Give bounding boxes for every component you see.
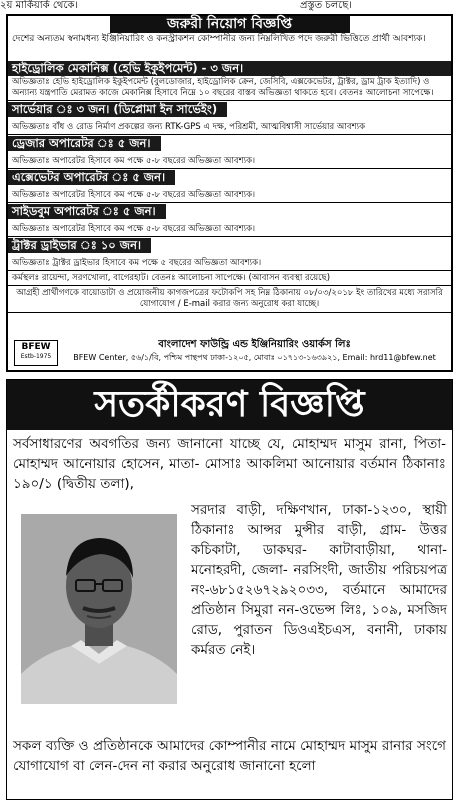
- position-detail: অভিজ্ঞতাঃ ট্রাক্টর ড্রাইভার হিসাবে কম পক্ষে ৫ বছরের অভিজ্ঞতা আবশ্যক।: [8, 257, 451, 271]
- previous-ad-text-left: ২য় মার্কিয়ার্ক থেকে।: [0, 0, 78, 11]
- notice-paragraph-address: সরদার বাড়ী, দক্ষিণখান, ঢাকা-১২৩০, স্থায়ী ঠিকানাঃ আন্সর মুন্সীর বাড়ী, গ্রাম- উত্তর কচিকাটা, ডাকঘর- কাটাবাড়ীয়া, থানা- মনোহরদী, জেলা- নরসিংদী, জাতীয় পরিচয়পত্র নং-৬৮১৫২৬৭২৯২০৩৩, বর্তমানে আমাদের প্রতিষ্ঠান সিমুরা নন-ওভেন্স লিঃ, ১০৯, মসজিদ রোড, পুরাতন ডিওএইচএস, বনানী, ঢাকায় কর্মরত নেই।: [191, 502, 447, 658]
- notice-paragraph-intro: সর্বসাধারণের অবগতির জন্য জানানো যাচ্ছে যে, মোহাম্মদ মাসুম রানা, পিতা- মোহাম্মদ আনোয়ার হোসেন, মাতা- মোসাঃ আকলিমা আনোয়ার বর্তমান ঠিকানাঃ ১৯০/১ (দ্বিতীয় তলা),: [13, 436, 446, 492]
- position-title: সার্ভেয়ার ঃ ৩ জন। (ডিপ্লোমা ইন সার্ভেইং): [8, 102, 227, 117]
- position-title: ড্রেজার অপারেটর ঃ ৫ জন।: [8, 136, 161, 151]
- job-ad-footer: [8, 336, 451, 370]
- position-detail: অভিজ্ঞতাঃ অপারেটর হিসাবে কম পক্ষে ৫-৮ বছরের অভিজ্ঞতা আবশ্যক।: [8, 189, 451, 203]
- position-title: সাইডবুম অপারেটর ঃ ৫ জন।: [8, 204, 166, 219]
- position-hydraulic-mechanic: [8, 61, 451, 101]
- logo-text: BFEW: [21, 342, 51, 352]
- position-tractor-driver: [8, 237, 451, 271]
- position-title: হাইড্রোলিক মেকানিক্স (হেভি ইকুইপমেন্ট) - ৩ জন।: [8, 61, 451, 76]
- caution-notice: [6, 379, 453, 800]
- job-advertisement: [6, 14, 453, 372]
- position-title: এক্সেভেটর অপারেটর ঃ ৫ জন।: [8, 170, 175, 185]
- position-detail: অভিজ্ঞতাঃ হেভি হাইড্রোলিক ইকুইপমেন্ট (বুলডোজার, হাইড্রোলিক ক্রেন, জেসিবি, এক্সকেভেটর, ট্রাক্টর, ড্রাম ট্রাক ইত্যাদি) ও অন্যান্য যন্ত্রপাতি মেরামত কাজে মেকানিক্স হিসাবে নিম্নে ১০ বছরের বাস্তব অভিজ্ঞতা থাকতে হবে। বেতনঃ আলোচনা সাপেক্ষে।: [8, 76, 451, 101]
- position-surveyor: [8, 101, 451, 135]
- company-logo: [14, 340, 58, 366]
- notice-title: সতর্কীকরণ বিজ্ঞপ্তি: [94, 384, 365, 425]
- job-ad-intro: দেশের অন্যতম স্বনামধন্য ইঞ্জিনিয়ারিং ও কনস্ট্রাকশন কোম্পানীর জন্য নিম্নলিখিত পদে জরুরী ভিত্তিতে প্রার্থী আবশ্যক।: [12, 34, 426, 44]
- position-title: ট্রাক্টর ড্রাইভার ঃ ১০ জন।: [8, 238, 151, 253]
- position-detail: অভিজ্ঞতাঃ অপারেটর হিসাবে কম পক্ষে ৫-৮ বছরের অভিজ্ঞতা আবশ্যক।: [8, 223, 451, 237]
- job-ad-title: জরুরী নিয়োগ বিজ্ঞপ্তি: [110, 16, 350, 33]
- position-detail: অভিজ্ঞতাঃ বাঁধ ও রোড নির্মাণ প্রকল্পের জন্য RTK-GPS এ দক্ষ, পরিশ্রমী, আত্মবিশ্বাসী সার্ভেয়ার আবশ্যক: [8, 121, 451, 135]
- person-photo: [21, 514, 177, 704]
- notice-paragraph-request: সকল ব্যক্তি ও প্রতিষ্ঠানকে আমাদের কোম্পানীর নামে মোহাম্মদ মাসুম রানার সংগে যোগাযোগ বা লেন-দেন না করার অনুরোধ জানানো হলো: [13, 738, 446, 774]
- logo-established: Estb-1975: [20, 353, 52, 360]
- previous-ad-fragment: [0, 0, 462, 14]
- application-instructions: আগ্রহী প্রার্থীগণকে বায়োডাটা ও প্রয়োজনীয় কাগজপত্রের ফটোকপি সহ নিম্ন ঠিকানায় ০৮/০৩/২০১৮ ইং তারিখের মধ্যে সরাসরি যোগাযোগ / E-mail করার জন্য অনুরোধ করা যাচ্ছে।: [8, 286, 451, 313]
- workplace-salary: কর্মস্থলঃ রায়েন্দা, সরণখোলা, বাগেরহাট। বেতনঃ আলোচনা সাপেক্ষে। (আবাসন ব্যবস্থা রয়েছে): [8, 271, 451, 286]
- position-sideboom-operator: [8, 203, 451, 237]
- company-address: BFEW Center, ৫৬/১/বি, পশ্চিম পান্থপথ ঢাকা-১২০৫, মোবাঃ ০১৭১৩-১৬৩৯২১, Email: hrd11@bfew.net: [73, 353, 436, 362]
- company-name: বাংলাদেশ ফাউন্ড্রি এন্ড ইঞ্জিনিয়ারিং ওয়ার্কস লিঃ: [158, 339, 351, 350]
- previous-ad-text-right: প্রস্তুত চলছে।: [300, 0, 352, 11]
- position-excavator-operator: [8, 169, 451, 203]
- position-detail: অভিজ্ঞতাঃ অপারেটর হিসাবে কম পক্ষে ৫-৮ বছরের অভিজ্ঞতা আবশ্যক।: [8, 155, 451, 169]
- position-dredger-operator: [8, 135, 451, 169]
